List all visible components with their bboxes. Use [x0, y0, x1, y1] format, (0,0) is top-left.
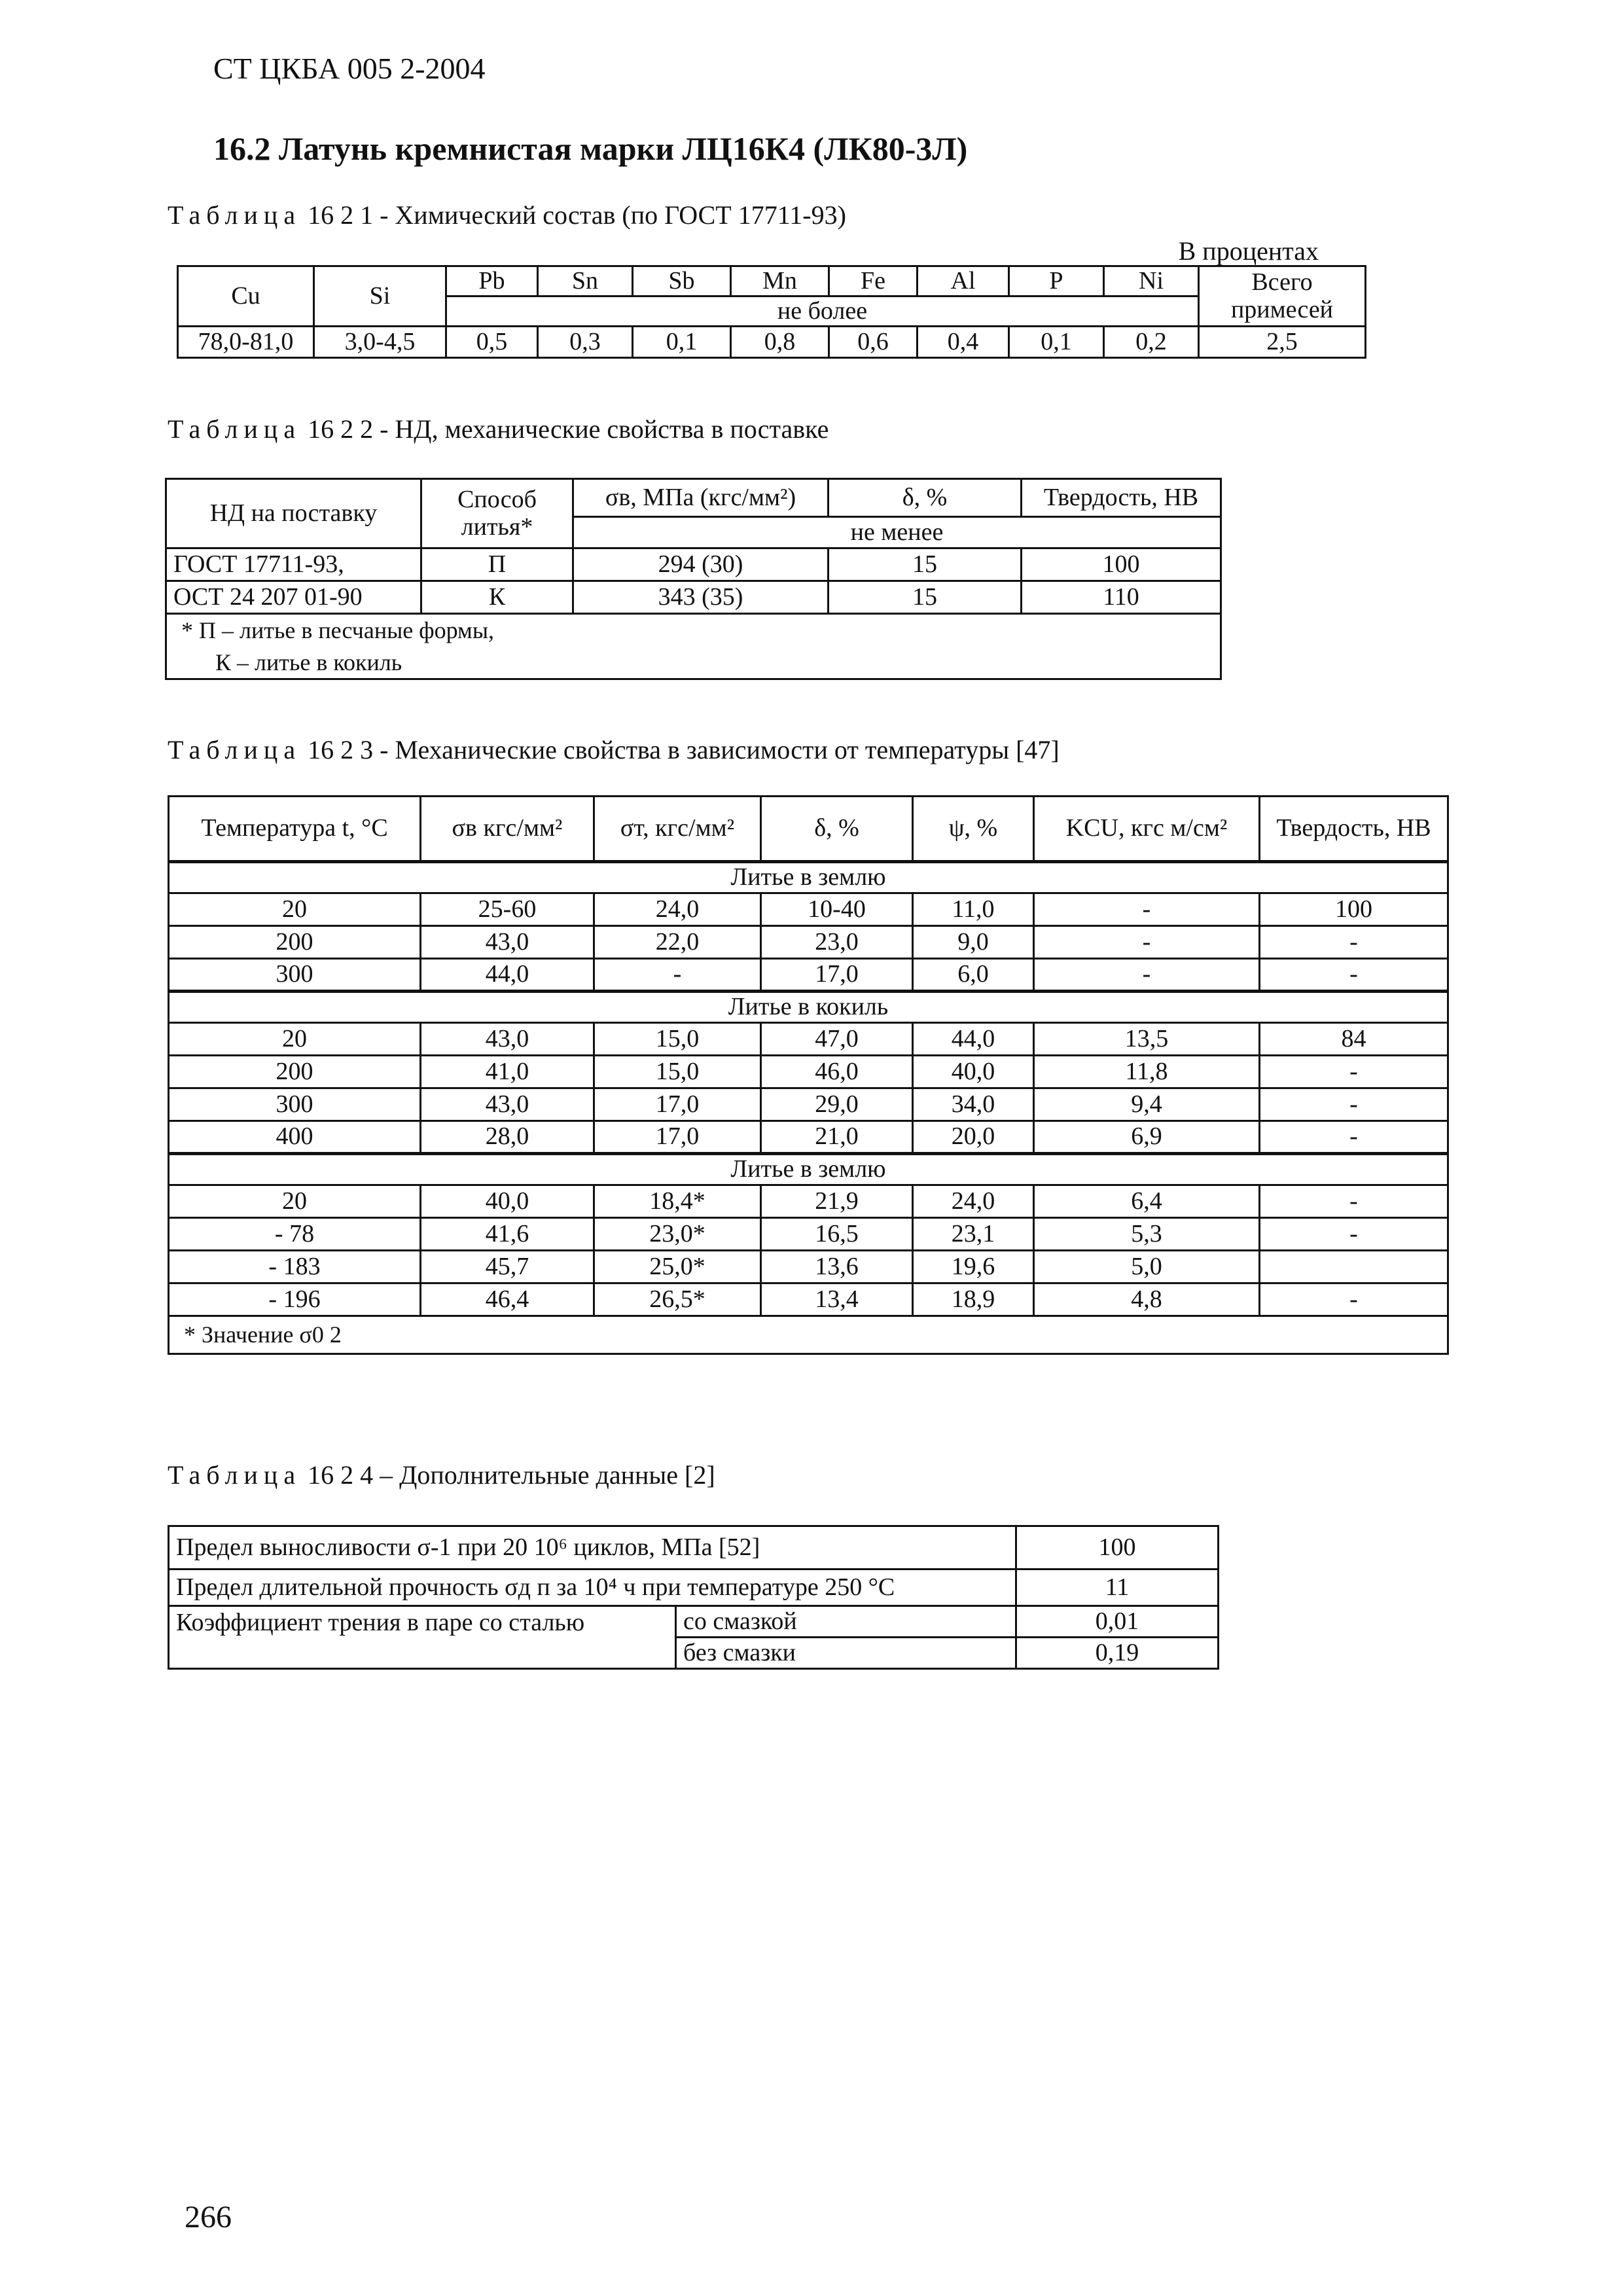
table-cell: -	[1034, 959, 1260, 992]
table-cell: -	[1260, 1121, 1448, 1154]
table-cell: 43,0	[421, 926, 594, 959]
additional-data-table	[168, 1525, 1219, 1670]
caption-text: - Механические свойства в зависимости от температуры [47]	[380, 735, 1060, 764]
header-sigma-b: σв, МПа (кгс/мм²)	[573, 479, 829, 517]
table4-caption	[168, 1460, 715, 1490]
method-cell: П	[421, 548, 573, 581]
nd-cell: ОСТ 24 207 01-90	[166, 581, 421, 614]
header-fe: Fe	[829, 266, 918, 296]
table-cell: 84	[1260, 1023, 1448, 1056]
table-cell: -	[1260, 959, 1448, 992]
caption-number: 16 2 1	[308, 200, 374, 230]
table-cell: - 183	[169, 1251, 421, 1283]
header-psi: ψ, %	[913, 797, 1034, 862]
table-cell: -	[1260, 1283, 1448, 1316]
caption-text: - НД, механические свойства в поставке	[380, 414, 829, 444]
table-cell: 44,0	[421, 959, 594, 992]
caption-number: 16 2 3	[308, 735, 374, 764]
table-cell: 20,0	[913, 1121, 1034, 1154]
table-cell: 6,4	[1034, 1185, 1260, 1218]
table-cell: 23,1	[913, 1218, 1034, 1251]
table-cell: 17,0	[594, 1121, 761, 1154]
table-cell: 16,5	[761, 1218, 913, 1251]
caption-number: 16 2 2	[308, 414, 374, 444]
table-cell: -	[1034, 893, 1260, 926]
table-cell: 10-40	[761, 893, 913, 926]
table-cell: 22,0	[594, 926, 761, 959]
table-cell: 4,8	[1034, 1283, 1260, 1316]
table-cell: - 196	[169, 1283, 421, 1316]
table-cell: 9,0	[913, 926, 1034, 959]
table-cell: 400	[169, 1121, 421, 1154]
table-cell: 29,0	[761, 1088, 913, 1121]
table-cell: 21,0	[761, 1121, 913, 1154]
value-cell: 0,1	[1009, 327, 1104, 358]
table-cell: -	[594, 959, 761, 992]
table-cell: 6,0	[913, 959, 1034, 992]
table-cell: 40,0	[913, 1056, 1034, 1088]
table1-unit-label: В процентах	[1178, 236, 1319, 266]
friction-sub-label: без смазки	[676, 1638, 1016, 1669]
value-cell: 0,2	[1104, 327, 1199, 358]
endurance-limit-value: 100	[1016, 1526, 1219, 1570]
value-cell: 3,0-4,5	[314, 327, 446, 358]
table-cell: 19,6	[913, 1251, 1034, 1283]
table-cell: -	[1260, 1218, 1448, 1251]
method-cell: К	[421, 581, 573, 614]
table-cell: 6,9	[1034, 1121, 1260, 1154]
header-total-impurities: Всего примесей	[1199, 266, 1366, 327]
table-cell: 20	[169, 1023, 421, 1056]
table-cell: 13,6	[761, 1251, 913, 1283]
caption-text: – Дополнительные данные [2]	[380, 1460, 715, 1490]
value-cell: 2,5	[1199, 327, 1366, 358]
caption-word: Таблица	[168, 1460, 302, 1490]
table-cell: 41,6	[421, 1218, 594, 1251]
table-cell: 47,0	[761, 1023, 913, 1056]
group-title-sand-low-temp: Литье в землю	[169, 1154, 1448, 1185]
table-cell: 15,0	[594, 1056, 761, 1088]
table-cell: 23,0*	[594, 1218, 761, 1251]
table-cell: 34,0	[913, 1088, 1034, 1121]
note-line: К – литье в кокиль	[215, 649, 402, 675]
table-cell: 300	[169, 1088, 421, 1121]
header-cu: Cu	[178, 266, 314, 327]
table-cell: 24,0	[594, 893, 761, 926]
endurance-limit-label: Предел выносливости σ-1 при 20 10⁶ циклов, МПа [52]	[169, 1526, 1016, 1570]
sigma-note: * Значение σ0 2	[169, 1316, 1448, 1354]
delta-cell: 15	[829, 548, 1022, 581]
header-delta: δ, %	[761, 797, 913, 862]
header-hardness: Твердость, НВ	[1022, 479, 1221, 517]
temperature-properties-table	[168, 795, 1449, 1355]
table-cell: 40,0	[421, 1185, 594, 1218]
value-cell: 0,1	[633, 327, 731, 358]
table-cell: 17,0	[761, 959, 913, 992]
table-cell: 41,0	[421, 1056, 594, 1088]
table-cell: 25-60	[421, 893, 594, 926]
caption-word: Таблица	[168, 735, 302, 764]
hardness-cell: 100	[1022, 548, 1221, 581]
value-cell: 78,0-81,0	[178, 327, 314, 358]
group-title-sand: Литье в землю	[169, 862, 1448, 893]
sigma-cell: 294 (30)	[573, 548, 829, 581]
header-kcu: KCU, кгс м/см²	[1034, 797, 1260, 862]
sigma-cell: 343 (35)	[573, 581, 829, 614]
table-cell	[1260, 1251, 1448, 1283]
table-cell: 13,5	[1034, 1023, 1260, 1056]
table-cell: 46,0	[761, 1056, 913, 1088]
table-cell: -	[1260, 1088, 1448, 1121]
caption-word: Таблица	[168, 414, 302, 444]
table-cell: 9,4	[1034, 1088, 1260, 1121]
table-cell: 11,0	[913, 893, 1034, 926]
table-cell: 18,4*	[594, 1185, 761, 1218]
group-title-chill: Литье в кокиль	[169, 992, 1448, 1023]
table-cell: 26,5*	[594, 1283, 761, 1316]
table-cell: 13,4	[761, 1283, 913, 1316]
page-number: 266	[185, 2200, 232, 2234]
table-cell: -	[1260, 926, 1448, 959]
table2-caption	[168, 414, 829, 444]
header-casting-method: Способ литья*	[421, 479, 573, 548]
caption-text: - Химический состав (по ГОСТ 17711-93)	[380, 200, 846, 230]
table1-caption	[168, 200, 846, 230]
table-cell: 21,9	[761, 1185, 913, 1218]
friction-sub-label: со смазкой	[676, 1606, 1016, 1638]
table-cell: 45,7	[421, 1251, 594, 1283]
header-delta: δ, %	[829, 479, 1022, 517]
table-cell: 15,0	[594, 1023, 761, 1056]
header-si: Si	[314, 266, 446, 327]
casting-method-note	[166, 614, 1221, 679]
table-cell: 200	[169, 1056, 421, 1088]
hardness-cell: 110	[1022, 581, 1221, 614]
friction-value: 0,19	[1016, 1638, 1219, 1669]
table-cell: 17,0	[594, 1088, 761, 1121]
header-al: Al	[918, 266, 1009, 296]
table-cell: 100	[1260, 893, 1448, 926]
table-cell: 18,9	[913, 1283, 1034, 1316]
value-cell: 0,5	[446, 327, 538, 358]
table-cell: 28,0	[421, 1121, 594, 1154]
table-cell: 200	[169, 926, 421, 959]
table-cell: 300	[169, 959, 421, 992]
header-mn: Mn	[731, 266, 829, 296]
document-code: СТ ЦКБА 005 2-2004	[213, 52, 486, 85]
table-cell: 25,0*	[594, 1251, 761, 1283]
chemical-composition-table	[177, 265, 1366, 359]
header-sigma-b: σв кгс/мм²	[421, 797, 594, 862]
value-cell: 0,4	[918, 327, 1009, 358]
table-cell: 46,4	[421, 1283, 594, 1316]
long-term-strength-label: Предел длительной прочность σд п за 10⁴ ч при температуре 250 °C	[169, 1570, 1016, 1606]
table-cell: 5,0	[1034, 1251, 1260, 1283]
value-cell: 0,6	[829, 327, 918, 358]
table-cell: 20	[169, 893, 421, 926]
table-cell: 5,3	[1034, 1218, 1260, 1251]
nd-cell: ГОСТ 17711-93,	[166, 548, 421, 581]
long-term-strength-value: 11	[1016, 1570, 1219, 1606]
table-cell: 43,0	[421, 1023, 594, 1056]
header-temperature: Температура t, °C	[169, 797, 421, 862]
header-pb: Pb	[446, 266, 538, 296]
delta-cell: 15	[829, 581, 1022, 614]
header-hardness: Твердость, НВ	[1260, 797, 1448, 862]
table-cell: 44,0	[913, 1023, 1034, 1056]
caption-number: 16 2 4	[308, 1460, 374, 1490]
header-ni: Ni	[1104, 266, 1199, 296]
header-p: P	[1009, 266, 1104, 296]
friction-coefficient-label: Коэффициент трения в паре со сталью	[169, 1606, 676, 1669]
caption-word: Таблица	[168, 200, 302, 230]
table-cell: 24,0	[913, 1185, 1034, 1218]
section-title: 16.2 Латунь кремнистая марки ЛЦ16К4 (ЛК80-3Л)	[213, 130, 968, 167]
subheader-max: не более	[446, 296, 1199, 327]
table-cell: 23,0	[761, 926, 913, 959]
header-nd: НД на поставку	[166, 479, 421, 548]
header-sigma-t: σт, кгс/мм²	[594, 797, 761, 862]
table-cell: -	[1260, 1056, 1448, 1088]
table-cell: - 78	[169, 1218, 421, 1251]
table-cell: 43,0	[421, 1088, 594, 1121]
table-cell: -	[1034, 926, 1260, 959]
table3-caption	[168, 734, 1060, 765]
note-line: * П – литье в песчаные формы,	[181, 617, 495, 643]
delivery-properties-table	[165, 478, 1222, 680]
value-cell: 0,3	[538, 327, 633, 358]
table-cell: -	[1260, 1185, 1448, 1218]
header-sn: Sn	[538, 266, 633, 296]
value-cell: 0,8	[731, 327, 829, 358]
header-sb: Sb	[633, 266, 731, 296]
table-cell: 20	[169, 1185, 421, 1218]
subheader-min: не менее	[573, 517, 1221, 548]
table-cell: 11,8	[1034, 1056, 1260, 1088]
friction-value: 0,01	[1016, 1606, 1219, 1638]
